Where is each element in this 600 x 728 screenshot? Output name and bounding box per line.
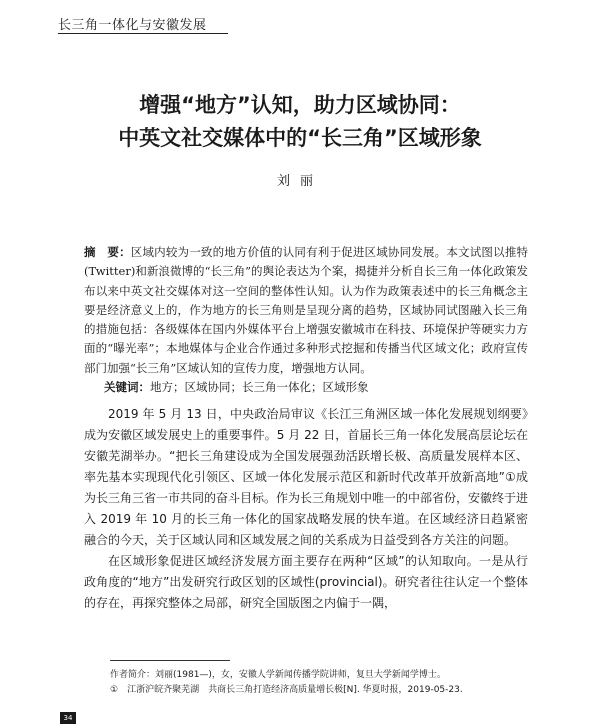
footnote-author: 作者简介：刘丽(1981—)，女，安徽人学新闻传播学院讲师，复旦大学新闻学博士。 — [110, 670, 446, 680]
abstract-label: 摘 要： — [84, 245, 131, 259]
footnote-rule — [110, 660, 230, 661]
footnotes — [110, 668, 530, 698]
footnote-1: ① 江浙沪皖齐聚芜湖 共商长三角打造经济高质量增长极[N]. 华夏时报，2019-05-23. — [110, 685, 463, 695]
running-header: 长三角一体化与安徽发展 — [58, 18, 207, 33]
keywords — [104, 378, 528, 397]
keywords-text: 地方；区域协同；长三角一体化；区域形象 — [150, 380, 369, 394]
title-line-1: 增强“地方”认知，助力区域协同： — [139, 93, 461, 117]
abstract — [84, 243, 528, 378]
body-text — [84, 404, 528, 614]
header-rule — [58, 33, 228, 34]
author-name: 刘丽 — [276, 174, 323, 189]
abstract-text: 区域内较为一致的地方价值的认同有利于促进区域协同发展。本文试图以推特(Twitter)和新浪微博的“长三角”的舆论表达为个案，揭捷并分析自长三角一体化政策发布以来中英文社交媒体对这一空间的整体性认知。认为作为政策表述中的长三角概念主要是经济意义上的，作为地方的长三角则是呈现分离的趋势，区域协同试图融入长三角的措施包括：各级媒体在国内外媒体平台上增强安徽城市在科技、环境保护等硬实力方面的“曝光率”；本地媒体与企业合作通过多种形式挖掘和传播当代区域文化；政府宣传部门加强“长三角”区域认知的宣传力度，增强地方认同。 — [84, 245, 529, 375]
page-number: 34 — [60, 712, 76, 724]
title-line-2: 中英文社交媒体中的“长三角”区域形象 — [118, 126, 482, 150]
body-paragraph-2: 在区域形象促进区域经济发展方面主要存在两种“区域”的认知取向。一是从行政角度的“地方”出发研究行政区划的区域性(provincial)。研究者往往认定一个整体的存在，再探究整体之局部，研究全国版图之内偏于一隅， — [84, 554, 528, 610]
keywords-label: 关键词： — [104, 380, 150, 394]
body-paragraph-1: 2019 年 5 月 13 日，中央政治局审议《长江三角洲区域一体化发展规划纲要》成为安徽区域发展史上的重要事件。5 月 22 日，首届长三角一体化发展高层论坛在安徽芜湖举办。“把长三角建设成为全国发展强劲活跃增长极、高质量发展样本区、率先基本实现现代化引领区、区域一体化发展示范区和新时代改革开放新高地”①成为长三角三省一市共同的奋斗目标。作为长三角规划中唯一的中部省份，安徽终于进入 2019 年 10 月的长三角一体化的国家战略发展的快车道。在区域经济日趋紧密融合的今天，关于区域认同和区域发展之间的关系成为日益受到各方关注的问题。 — [84, 407, 529, 547]
